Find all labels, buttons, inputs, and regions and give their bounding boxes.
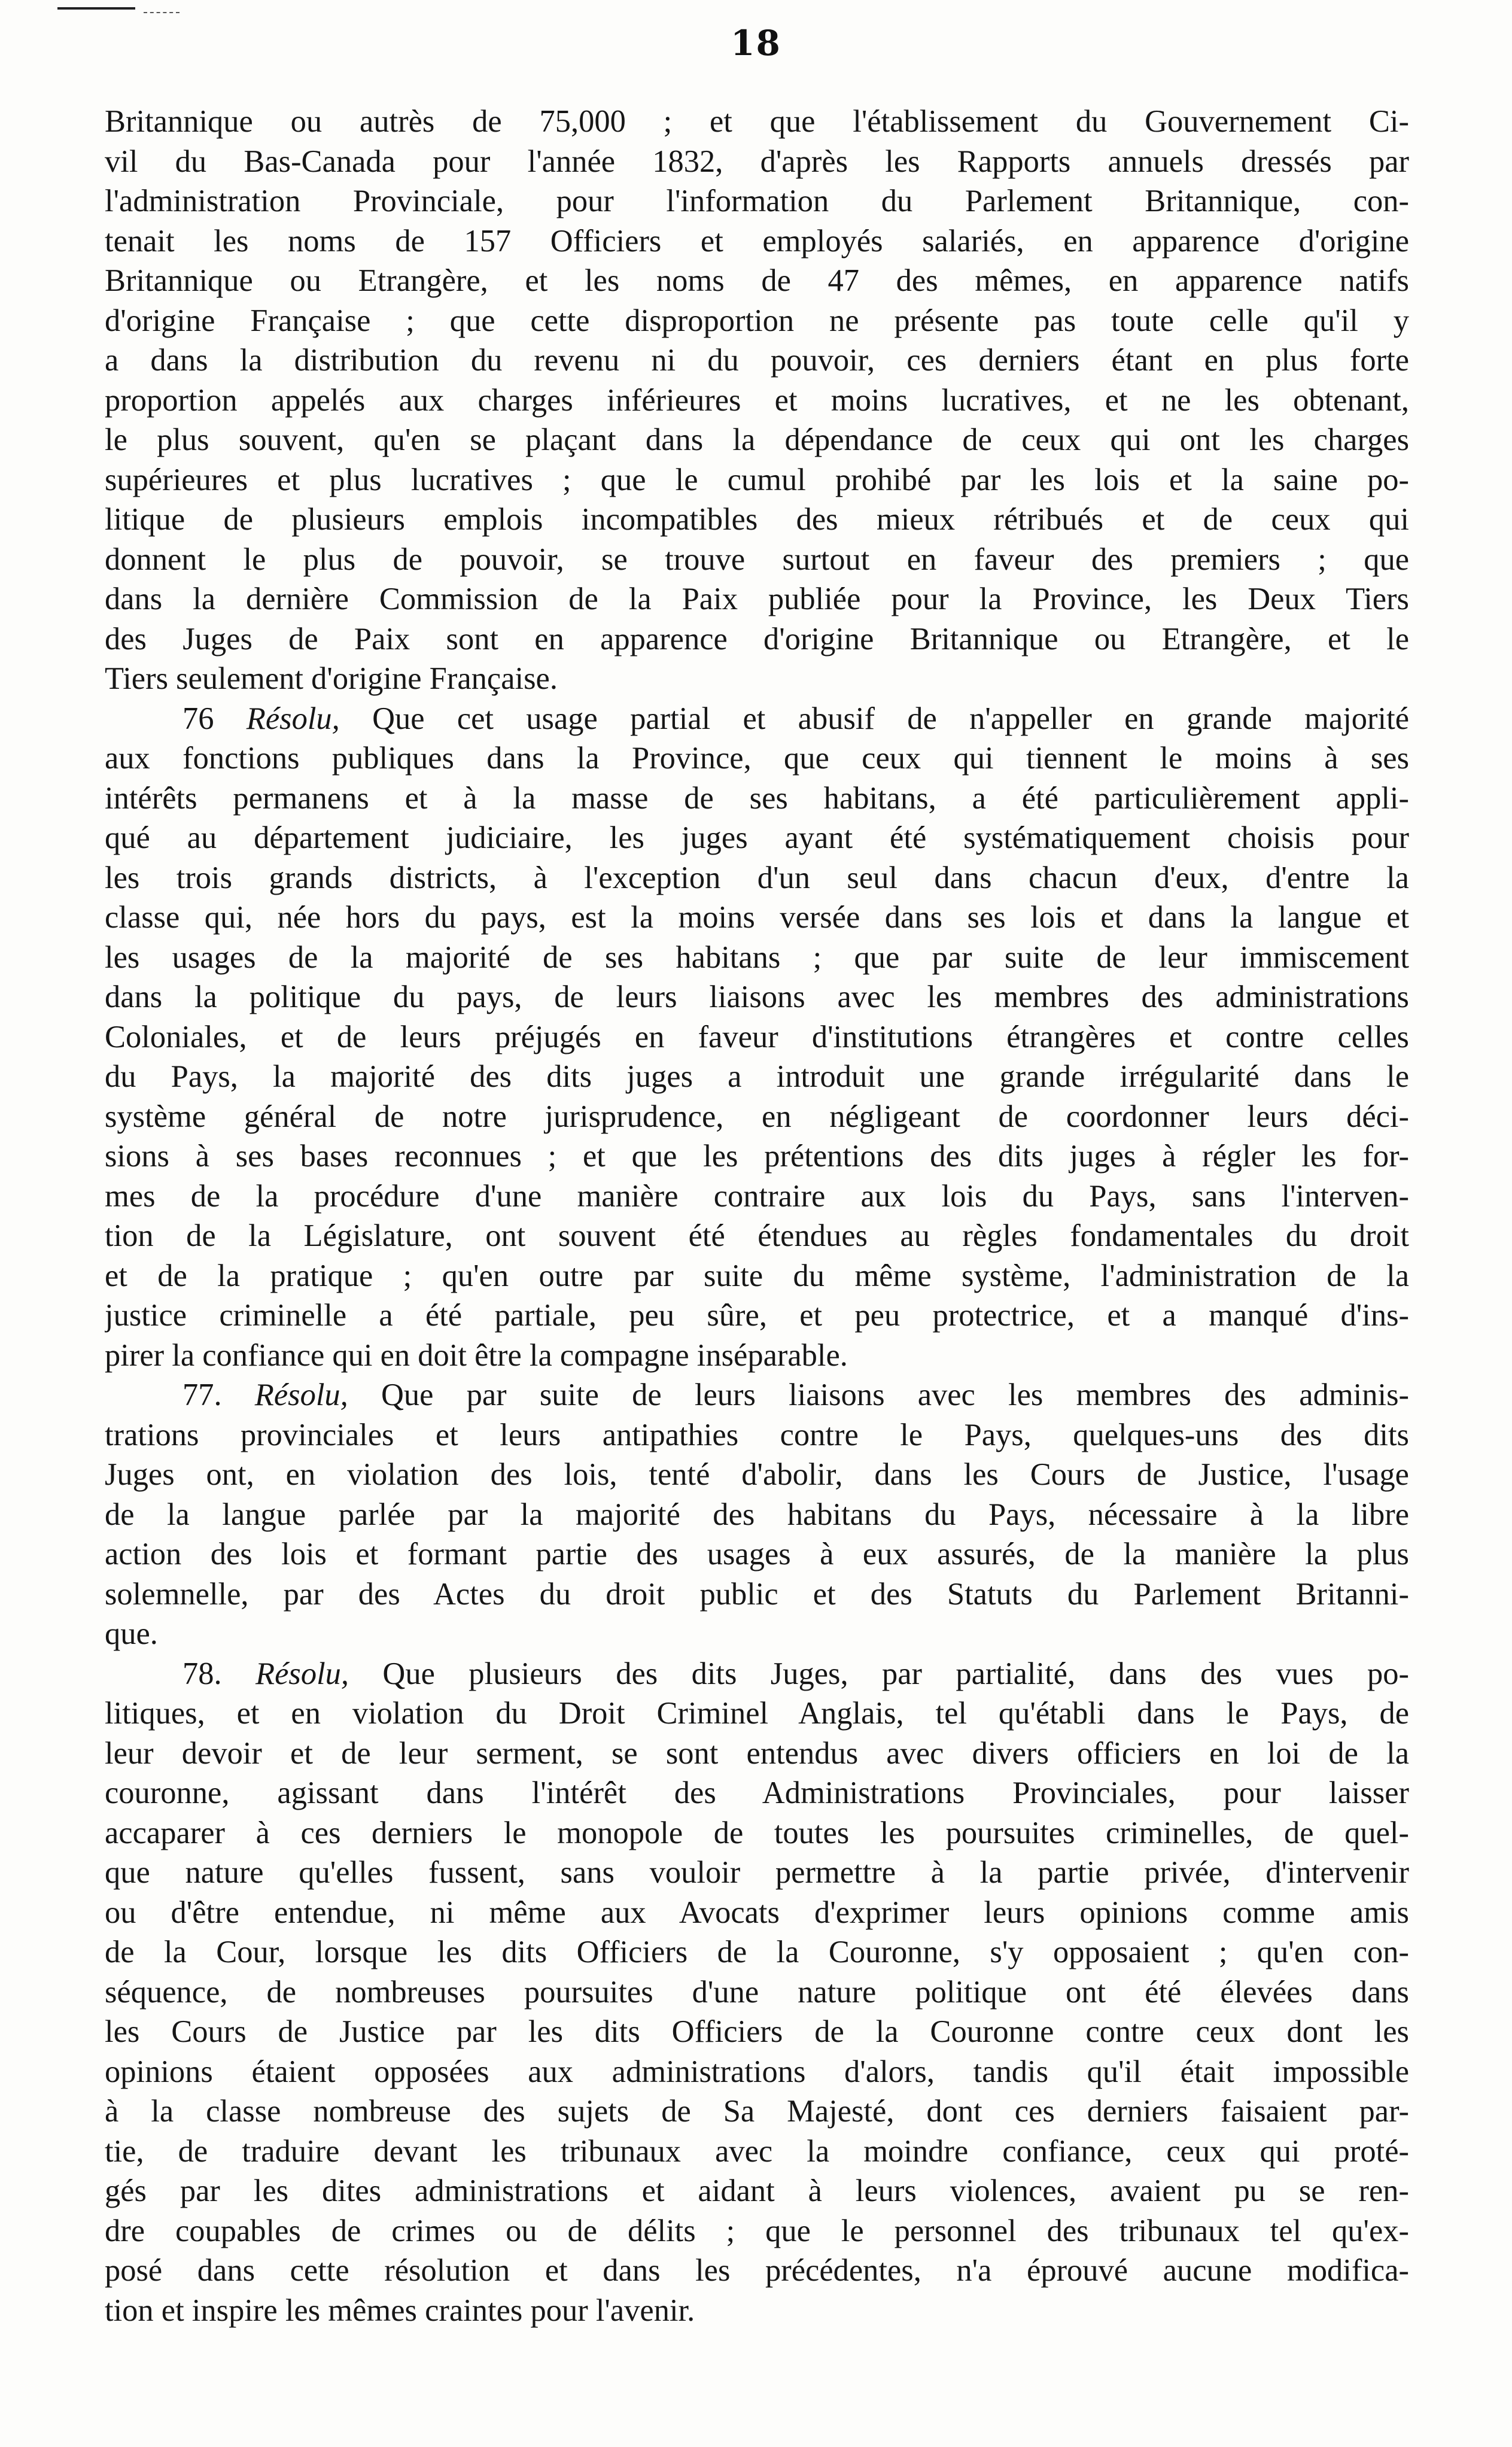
text-line [105,261,1409,301]
text-line [105,619,1409,659]
line-text: aux fonctions publiques dans la Province, que ceux qui tiennent le moins à ses [105,741,1409,776]
text-line [105,1534,1409,1574]
text-line [105,540,1409,580]
line-text: tie, de traduire devant les tribunaux avec la moindre confiance, ceux qui proté- [105,2133,1409,2169]
resolution-keyword: Résolu, [254,1378,348,1412]
page-number: 18 [731,23,781,63]
line-text: d'origine Française ; que cette disproportion ne présente pas toute celle qu'il y [105,303,1409,338]
text-line [105,1017,1409,1057]
line-text: séquence, de nombreuses poursuites d'une nature politique ont été élevées dans [105,1974,1409,2010]
text-line [105,500,1409,540]
line-text: mes de la procédure d'une manière contraire aux lois du Pays, sans l'interven- [105,1178,1409,1214]
line-text: proportion appelés aux charges inférieures et moins lucratives, et ne les obtenant, [105,382,1409,418]
resolution-number: 76 [182,701,214,736]
line-text: action des lois et formant partie des usages à eux assurés, de la manière la plus [105,1537,1409,1571]
resolution-number: 77. [182,1378,222,1412]
line-text: opinions étaient opposées aux administrations d'alors, tandis qu'il était impossible [105,2054,1409,2089]
line-text: Que plusieurs des dits Juges, par partialité, dans des vues po- [382,1656,1409,1691]
text-line [105,938,1409,978]
text-line [105,659,1409,699]
text-line [105,1853,1409,1893]
line-text: l'administration Provinciale, pour l'information du Parlement Britannique, con- [105,184,1409,218]
text-line [105,1057,1409,1097]
text-line [105,1773,1409,1813]
text-line [105,1256,1409,1296]
text-line [105,1614,1409,1654]
line-text: Tiers seulement d'origine Française. [105,661,558,696]
line-text: pirer la confiance qui en doit être la compagne inséparable. [105,1338,848,1373]
text-line [105,1296,1409,1336]
line-text: Que cet usage partial et abusif de n'appeller en grande majorité [372,701,1409,736]
text-line [105,1177,1409,1217]
text-line [105,2171,1409,2211]
text-line [105,1216,1409,1256]
text-line [105,1694,1409,1734]
line-text: le plus souvent, qu'en se plaçant dans la dépendance de ceux qui ont les charges [105,422,1409,457]
line-text: de la Cour, lorsque les dits Officiers de la Couronne, s'y opposaient ; qu'en con- [105,1935,1409,1969]
text-line [105,1455,1409,1495]
text-line [105,2052,1409,2092]
text-line [105,1654,1409,1694]
line-text: les trois grands districts, à l'exception d'un seul dans chacun d'eux, d'entre la [105,860,1409,895]
text-line [105,699,1409,739]
line-text: système général de notre jurisprudence, en négligeant de coordonner leurs déci- [105,1099,1409,1134]
text-line [105,2092,1409,2132]
text-line [105,301,1409,341]
line-text: qué au département judiciaire, les juges ayant été systématiquement choisis pour [105,820,1409,855]
text-line [105,142,1409,182]
text-line [105,1972,1409,2013]
line-text: et de la pratique ; qu'en outre par suite du même système, l'administration de la [105,1258,1409,1293]
line-text: a dans la distribution du revenu ni du pouvoir, ces derniers étant en plus forte [105,343,1409,378]
text-line [105,1097,1409,1137]
line-text: que. [105,1616,158,1651]
text-line [105,1574,1409,1615]
text-line [105,381,1409,421]
line-text: intérêts permanens et à la masse de ses habitans, a été particulièrement appli- [105,780,1409,816]
line-text: tion de la Législature, ont souvent été étendues au règles fondamentales du droit [105,1218,1409,1253]
line-text: couronne, agissant dans l'intérêt des Administrations Provinciales, pour laisser [105,1776,1409,1810]
text-line [105,1136,1409,1177]
text-line [105,779,1409,819]
line-text: accaparer à ces derniers le monopole de toutes les poursuites criminelles, de quel- [105,1815,1409,1850]
text-line [105,977,1409,1017]
resolution-keyword: Résolu, [255,1656,349,1691]
line-text: les Cours de Justice par les dits Officiers de la Couronne contre ceux dont les [105,2014,1409,2049]
text-line [105,1893,1409,1933]
text-line [105,2012,1409,2052]
line-text: classe qui, née hors du pays, est la moins versée dans ses lois et dans la langue et [105,900,1409,935]
line-text: solemnelle, par des Actes du droit public et des Statuts du Parlement Britanni- [105,1576,1409,1612]
line-text: Que par suite de leurs liaisons avec les membres des adminis- [381,1378,1409,1412]
line-text: donnent le plus de pouvoir, se trouve surtout en faveur des premiers ; que [105,542,1409,577]
resolution-keyword: Résolu, [246,701,340,736]
text-line [105,1734,1409,1774]
line-text: litiques, et en violation du Droit Criminel Anglais, tel qu'établi dans le Pays, de [105,1696,1409,1731]
line-text: supérieures et plus lucratives ; que le cumul prohibé par les lois et la saine po- [105,462,1409,497]
line-text: à la classe nombreuse des sujets de Sa Majesté, dont ces derniers faisaient par- [105,2094,1409,2129]
line-text: tenait les noms de 157 Officiers et employés salariés, en apparence d'origine [105,223,1409,259]
text-line [105,221,1409,262]
text-line [105,738,1409,779]
line-text: Britannique ou autrès de 75,000 ; et que l'établissement du Gouvernement Ci- [105,104,1409,139]
line-text: dans la dernière Commission de la Paix publiée pour la Province, les Deux Tiers [105,582,1409,616]
text-line [105,2211,1409,2251]
resolution-paragraph [105,1375,1409,1654]
line-text: les usages de la majorité de ses habitans ; que par suite de leur immiscement [105,940,1409,975]
line-text: du Pays, la majorité des dits juges a introduit une grande irrégularité dans le [105,1059,1409,1094]
text-line [105,1415,1409,1455]
line-text: dans la politique du pays, de leurs liaisons avec les membres des administrations [105,980,1409,1014]
text-line [105,2251,1409,2291]
line-text: Juges ont, en violation des lois, tenté d'abolir, dans les Cours de Justice, l'usage [105,1457,1409,1492]
scan-mark [57,7,135,13]
line-text: vil du Bas-Canada pour l'année 1832, d'après les Rapports annuels dressés par [105,144,1409,179]
text-line [105,579,1409,619]
text-line [105,1375,1409,1415]
body-text [105,102,1409,2330]
text-line [105,858,1409,898]
resolution-paragraph [105,1654,1409,2331]
paragraph-continuation [105,102,1409,699]
line-text: que nature qu'elles fussent, sans vouloir permettre à la partie privée, d'intervenir [105,1855,1409,1890]
text-line [105,102,1409,142]
text-line [105,460,1409,500]
line-text: Coloniales, et de leurs préjugés en faveur d'institutions étrangères et contre celles [105,1019,1409,1054]
line-text: leur devoir et de leur serment, se sont entendus avec divers officiers en loi de la [105,1735,1409,1771]
text-line [105,341,1409,381]
text-line [105,1932,1409,1972]
line-text: des Juges de Paix sont en apparence d'origine Britannique ou Etrangère, et le [105,621,1409,656]
line-text: sions à ses bases reconnues ; et que les prétentions des dits juges à régler les for- [105,1139,1409,1174]
text-line [105,1495,1409,1535]
line-text: de la langue parlée par la majorité des habitans du Pays, nécessaire à la libre [105,1497,1409,1532]
resolution-number: 78. [182,1656,222,1691]
text-line [105,898,1409,938]
text-line [105,2291,1409,2331]
line-text: gés par les dites administrations et aidant à leurs violences, avaient pu se ren- [105,2174,1409,2208]
text-line [105,1336,1409,1376]
line-text: justice criminelle a été partiale, peu sûre, et peu protectrice, et a manqué d'ins- [105,1298,1409,1333]
resolution-paragraph [105,699,1409,1376]
text-line [105,2132,1409,2172]
text-line [105,181,1409,221]
text-line [105,1813,1409,1853]
line-text: ou d'être entendue, ni même aux Avocats d'exprimer leurs opinions comme amis [105,1895,1409,1930]
line-text: dre coupables de crimes ou de délits ; que le personnel des tribunaux tel qu'ex- [105,2213,1409,2248]
scan-mark-dashed [144,12,180,13]
text-line [105,420,1409,460]
line-text: tion et inspire les mêmes craintes pour l'avenir. [105,2293,695,2328]
line-text: posé dans cette résolution et dans les précédentes, n'a éprouvé aucune modifica- [105,2253,1409,2288]
text-line [105,818,1409,858]
line-text: trations provinciales et leurs antipathies contre le Pays, quelques-uns des dits [105,1417,1409,1452]
line-text: litique de plusieurs emplois incompatibles des mieux rétribués et de ceux qui [105,502,1409,537]
line-text: Britannique ou Etrangère, et les noms de 47 des mêmes, en apparence natifs [105,263,1409,298]
